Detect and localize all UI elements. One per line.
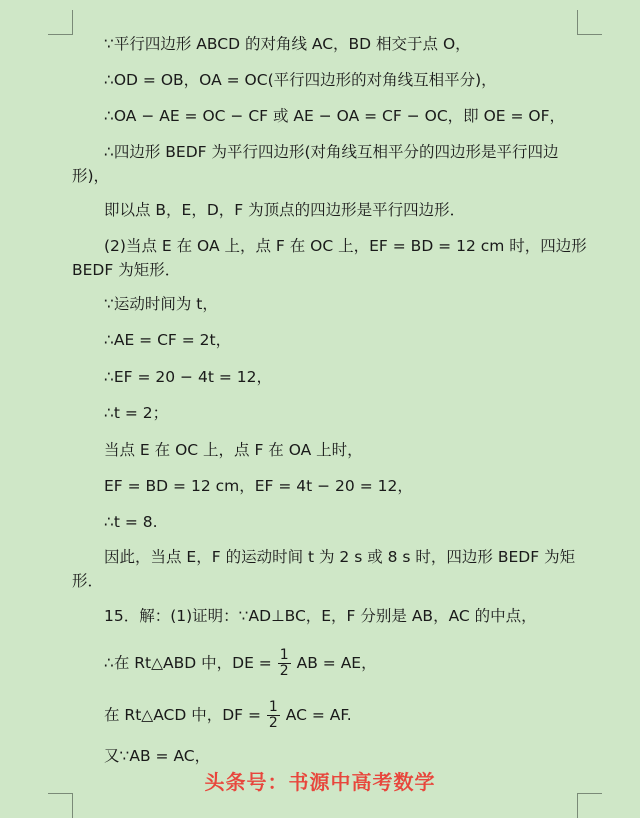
fraction-numerator: 1: [268, 699, 278, 715]
text-line: ∵运动时间为 t，: [104, 295, 218, 313]
text-line: 因此，当点 E，F 的运动时间 t 为 2 s 或 8 s 时，四边形 BEDF 为矩: [104, 548, 576, 566]
fraction-one-half: [278, 648, 291, 679]
text-line: 即以点 B，E，D，F 为顶点的四边形是平行四边形．: [104, 201, 466, 219]
page-corner-mark-bottom-left: [48, 793, 73, 818]
watermark-text: 头条号：书源中高考数学: [204, 770, 436, 794]
text-line: (2)当点 E 在 OA 上，点 F 在 OC 上，EF = BD = 12 cm 时，四边形: [104, 237, 587, 255]
fraction-denominator: 2: [268, 715, 278, 731]
equation-text: ∴在 Rt△ABD 中，DE =: [104, 654, 272, 672]
text-line: ∴OA − AE = OC − CF 或 AE − OA = CF − OC，即 OE = OF，: [104, 107, 566, 125]
fraction-numerator: 1: [279, 647, 289, 663]
text-line: BEDF 为矩形．: [72, 261, 181, 279]
equation-text: 在 Rt△ACD 中，DF =: [104, 706, 261, 724]
page-corner-mark-top-left: [48, 10, 73, 35]
text-line: 形)，: [72, 167, 110, 185]
text-line: 15．解：(1)证明：∵AD⊥BC，E，F 分别是 AB，AC 的中点，: [104, 607, 537, 625]
text-line: 形．: [72, 572, 104, 590]
text-line: 当点 E 在 OC 上，点 F 在 OA 上时，: [104, 441, 363, 459]
text-line: ∴OD = OB，OA = OC(平行四边形的对角线互相平分)，: [104, 71, 497, 89]
text-line: ∵平行四边形 ABCD 的对角线 AC，BD 相交于点 O，: [104, 35, 471, 53]
text-line: EF = BD = 12 cm，EF = 4t − 20 = 12，: [104, 477, 413, 495]
fraction-denominator: 2: [279, 663, 289, 679]
page-corner-mark-bottom-right: [577, 793, 602, 818]
text-line: ∴AE = CF = 2t，: [104, 331, 232, 349]
page-corner-mark-top-right: [577, 10, 602, 35]
fraction-one-half: [267, 700, 280, 731]
text-line: ∴四边形 BEDF 为平行四边形(对角线互相平分的四边形是平行四边: [104, 143, 559, 161]
text-line: ∴EF = 20 − 4t = 12，: [104, 368, 272, 386]
equation-text: AB = AE，: [296, 654, 377, 672]
text-line: ∴t = 8.: [104, 513, 158, 531]
equation-text: AC = AF.: [285, 706, 352, 724]
text-line: ∴t = 2；: [104, 404, 169, 422]
equation-line: [104, 648, 580, 679]
equation-line: [104, 700, 580, 731]
text-line: 又∵AB = AC，: [104, 747, 211, 765]
